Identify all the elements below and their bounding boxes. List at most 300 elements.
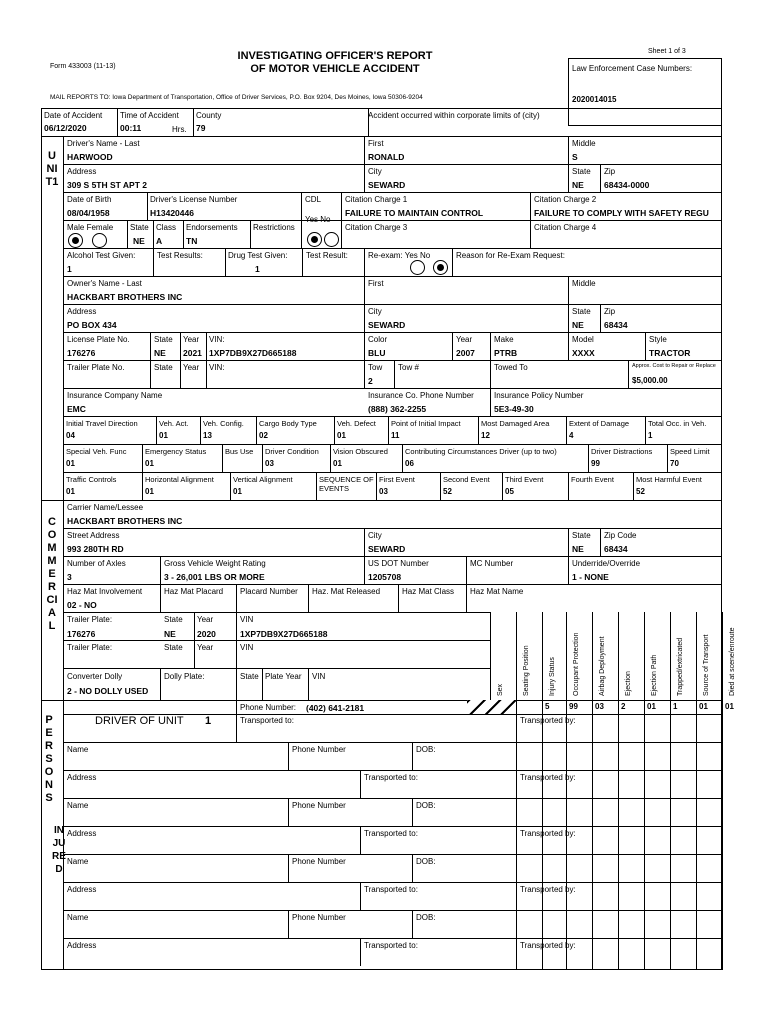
trailer2-vin-label: VIN [240, 643, 254, 652]
code-value-r1-1: 01 [159, 431, 168, 440]
commercial-side-label: COMMERCIAL [46, 516, 58, 632]
code-divider [502, 472, 503, 500]
inj-divider [360, 826, 361, 854]
code-divider [645, 416, 646, 444]
injured-transported-to-label: Transported to: [364, 829, 418, 838]
code-value-r3-6: 05 [505, 487, 514, 496]
cdl-label: CDL [305, 195, 322, 204]
driver-city-label: City [368, 167, 382, 176]
injured-transported-by-label: Transported by: [520, 829, 576, 838]
trailer2-state-label: State [164, 643, 183, 652]
code-divider [230, 472, 231, 500]
report-subtitle: OF MOTOR VEHICLE ACCIDENT [250, 63, 420, 75]
driver-code-5: 01 [647, 702, 656, 711]
trailer2-label: Trailer Plate: [67, 643, 113, 652]
code-label-r2-4: Vision Obscured [333, 447, 388, 456]
code-label-r1-3: Cargo Body Type [259, 419, 317, 428]
insurance-phone: (888) 362-2255 [368, 404, 427, 414]
col-header-3: Occupant Protection [573, 632, 580, 696]
driver-code-7: 01 [699, 702, 708, 711]
case-label: Law Enforcement Case Numbers: [572, 64, 693, 73]
injured-name-label: Name [67, 913, 89, 922]
driver-code-2: 99 [569, 702, 578, 711]
trailer1-state-label: State [164, 615, 183, 624]
driver-address-label: Address [67, 167, 97, 176]
citation2: FAILURE TO COMPLY WITH SAFETY REGU [534, 208, 709, 218]
code-value-r1-6: 12 [481, 431, 490, 440]
driver-code-1: 5 [545, 702, 550, 711]
inj-divider [412, 798, 413, 826]
code-divider [402, 444, 403, 472]
owner-name: HACKBART BROTHERS INC [67, 292, 183, 302]
driver-first: RONALD [368, 152, 405, 162]
vehicle-year-label: Year [456, 335, 473, 344]
class-value: A [156, 236, 163, 246]
driver-first-label: First [368, 139, 384, 148]
trailer1-year-label: Year [197, 615, 214, 624]
test-result-label: Test Result: [306, 251, 348, 260]
inj-divider [412, 742, 413, 770]
test-results-label: Test Results: [157, 251, 203, 260]
code-divider [478, 416, 479, 444]
code-label-r1-7: Extent of Damage [569, 419, 630, 428]
code-label-r3-5: Second Event [443, 475, 490, 484]
reexam-no-radio[interactable] [433, 260, 448, 275]
trailer-plate-label: Trailer Plate No. [67, 363, 125, 372]
plate-state-label: State [154, 335, 173, 344]
col-line [516, 612, 517, 714]
code-label-r3-2: Vertical Alignment [233, 475, 293, 484]
trailer-state-label: State [154, 363, 173, 372]
cdl-no-radio[interactable] [324, 232, 339, 247]
reexam-label: Re-exam: Yes No [368, 251, 431, 260]
col-line [592, 714, 593, 970]
female-radio[interactable] [92, 233, 107, 248]
gvwr-label: Gross Vehicle Weight Rating [164, 559, 266, 568]
dolly-value: 2 - NO DOLLY USED [67, 686, 149, 696]
code-value-r1-0: 04 [66, 431, 75, 440]
cdl-yes-no: Yes No [305, 215, 331, 224]
code-divider [388, 416, 389, 444]
code-divider [440, 472, 441, 500]
case-number: 2020014015 [572, 95, 617, 104]
restrictions-label: Restrictions [253, 223, 295, 232]
code-label-r3-1: Horizontal Alignment [145, 475, 214, 484]
tow-value: 2 [368, 376, 373, 386]
col-header-4: Airbag Deployment [599, 636, 606, 696]
injured-address-label: Address [67, 941, 97, 950]
date-value: 06/12/2020 [44, 123, 87, 133]
plate-label: License Plate No. [67, 335, 130, 344]
code-value-r1-3: 02 [259, 431, 268, 440]
driver-address: 309 S 5TH ST APT 2 [67, 180, 147, 190]
driver-state: NE [572, 180, 584, 190]
reexam-reason-label: Reason for Re-Exam Request: [456, 251, 565, 260]
driver-zip-label: Zip [604, 167, 616, 176]
injured-phone-label: Phone Number [292, 857, 346, 866]
col-header-1: Seating Position [523, 645, 530, 696]
code-label-r1-1: Veh. Act. [159, 419, 189, 428]
owner-city-label: City [368, 307, 382, 316]
plate-value: 176276 [67, 348, 96, 358]
carrier-state-label: State [572, 531, 591, 540]
code-value-r1-5: 11 [391, 431, 400, 440]
underride-value: 1 - NONE [572, 572, 609, 582]
license-value: H13420446 [150, 208, 194, 218]
code-label-r2-7: Speed Limit [670, 447, 710, 456]
owner-name-label: Owner's Name - Last [67, 279, 142, 288]
injured-dob-label: DOB: [416, 745, 436, 754]
code-divider [330, 444, 331, 472]
inj-divider [288, 854, 289, 882]
style-value: TRACTOR [649, 348, 691, 358]
dot-label: US DOT Number [368, 559, 429, 568]
owner-city: SEWARD [368, 320, 406, 330]
driver-city: SEWARD [368, 180, 406, 190]
license-label: Driver's License Number [150, 195, 238, 204]
reexam-yes-radio[interactable] [410, 260, 425, 275]
citation1-label: Citation Charge 1 [345, 195, 408, 204]
code-divider [376, 472, 377, 500]
class-label: Class [156, 223, 177, 232]
drug-test-label: Drug Test Given: [228, 251, 288, 260]
trailer1-label: Trailer Plate: [67, 615, 113, 624]
endorsements: TN [186, 236, 198, 246]
citation1: FAILURE TO MAINTAIN CONTROL [345, 208, 484, 218]
inj-divider [288, 910, 289, 938]
sheet-number: Sheet 1 of 3 [648, 48, 686, 55]
owner-zip-label: Zip [604, 307, 616, 316]
code-label-r1-4: Veh. Defect [337, 419, 376, 428]
driver-transported-by-label: Transported by: [520, 716, 576, 725]
corp-limits-label: Accident occurred within corporate limits of (city) [368, 111, 540, 120]
insurance-name: EMC [67, 404, 86, 414]
dl-state: NE [133, 236, 145, 246]
alcohol-label: Alcohol Test Given: [67, 251, 136, 260]
haz-label: Haz Mat Involvement [67, 587, 143, 596]
code-divider [633, 472, 634, 500]
report-title: INVESTIGATING OFFICER'S REPORT [237, 50, 433, 62]
vin-value: 1XP7DB9X27D665188 [209, 348, 297, 358]
carrier-name: HACKBART BROTHERS INC [67, 516, 183, 526]
injured-dob-label: DOB: [416, 857, 436, 866]
driver-last: HARWOOD [67, 152, 113, 162]
injured-phone-label: Phone Number [292, 745, 346, 754]
col-line [644, 714, 645, 970]
endorsements-label: Endorsements [186, 223, 238, 232]
sex-label: Male Female [67, 223, 114, 232]
code-label-r2-5: Contributing Circumstances Driver (up to two) [405, 447, 557, 456]
col-header-2: Injury Status [549, 657, 556, 696]
alcohol-value: 1 [67, 264, 72, 274]
dolly-plate-label: Dolly Plate: [164, 672, 205, 681]
col-header-7: Trapped/extricated [677, 637, 684, 696]
persons-side-label: PERSONS [44, 714, 54, 804]
code-divider [334, 416, 335, 444]
carrier-city-label: City [368, 531, 382, 540]
vehicle-year: 2007 [456, 348, 475, 358]
owner-address: PO BOX 434 [67, 320, 117, 330]
code-label-r3-6: Third Event [505, 475, 544, 484]
insurance-label: Insurance Company Name [67, 391, 163, 400]
driver-code-4: 2 [621, 702, 626, 711]
dolly-label: Converter Dolly [67, 672, 123, 681]
code-label-r2-2: Bus Use [225, 447, 254, 456]
carrier-street: 993 280TH RD [67, 544, 124, 554]
make-label: Make [494, 335, 514, 344]
time-value: 00:11 [120, 123, 142, 133]
inj-divider [360, 882, 361, 910]
repair-cost: $5,000.00 [632, 376, 668, 385]
injured-address-label: Address [67, 829, 97, 838]
code-divider [256, 416, 257, 444]
hrs-label: Hrs. [172, 125, 187, 134]
axles-label: Number of Axles [67, 559, 126, 568]
trailer-vin-label: VIN: [209, 363, 225, 372]
form-number: Form 433003 (11-13) [50, 63, 116, 70]
trailer1-plate: 176276 [67, 629, 96, 639]
code-value-r2-7: 70 [670, 459, 679, 468]
col-line [722, 612, 723, 970]
injured-phone-label: Phone Number [292, 801, 346, 810]
code-value-r3-8: 52 [636, 487, 645, 496]
driver-of-unit-label: DRIVER OF UNIT [95, 715, 184, 727]
gvwr-value: 3 - 26,001 LBS OR MORE [164, 572, 265, 582]
driver-unit-number: 1 [205, 715, 212, 727]
time-label: Time of Accident [120, 111, 179, 120]
inj-divider [412, 910, 413, 938]
driver-state-label: State [572, 167, 591, 176]
citation4-label: Citation Charge 4 [534, 223, 597, 232]
carrier-city: SEWARD [368, 544, 406, 554]
drug-test-value: 1 [255, 264, 260, 274]
driver-transported-to-label: Transported to: [240, 716, 294, 725]
col-header-6: Ejection Path [651, 654, 658, 696]
code-divider [156, 416, 157, 444]
driver-zip: 68434-0000 [604, 180, 650, 190]
tow-label: Tow [368, 363, 383, 372]
col-header-8: Source of Transport [703, 634, 710, 696]
haz-class-label: Haz Mat Class [402, 587, 455, 596]
code-label-r1-6: Most Damaged Area [481, 419, 550, 428]
injured-transported-by-label: Transported by: [520, 885, 576, 894]
code-divider [142, 472, 143, 500]
underride-label: Underride/Override [572, 559, 641, 568]
trailer1-vin-label: VIN [240, 615, 254, 624]
county-value: 79 [196, 123, 206, 133]
county-label: County [196, 111, 222, 120]
carrier-label: Carrier Name/Lessee [67, 503, 144, 512]
code-divider [588, 444, 589, 472]
injured-name-label: Name [67, 745, 89, 754]
vin-label: VIN: [209, 335, 225, 344]
placard-number-label: Placard Number [240, 587, 298, 596]
owner-address-label: Address [67, 307, 97, 316]
plate-state: NE [154, 348, 166, 358]
code-label-r3-4: First Event [379, 475, 415, 484]
inj-divider [288, 742, 289, 770]
code-divider [566, 416, 567, 444]
plate-year: 2021 [183, 348, 202, 358]
injured-address-label: Address [67, 773, 97, 782]
col-header-0: Sex [497, 683, 504, 696]
code-value-r2-0: 01 [66, 459, 75, 468]
injured-transported-to-label: Transported to: [364, 941, 418, 950]
style-label: Style [649, 335, 667, 344]
code-label-r2-0: Special Veh. Func [66, 447, 127, 456]
inj-divider [360, 938, 361, 966]
col-line [696, 714, 697, 970]
injured-address-label: Address [67, 885, 97, 894]
col-line [670, 714, 671, 970]
owner-first-label: First [368, 279, 384, 288]
mail-address: MAIL REPORTS TO: Iowa Department of Transportation, Office of Driver Services, P.O. Box 9204, Des Moines, Iowa 50306-9204 [50, 94, 423, 101]
color-value: BLU [368, 348, 386, 358]
code-value-r1-8: 1 [648, 431, 653, 440]
code-label-r2-6: Driver Distractions [591, 447, 653, 456]
haz-name-label: Haz Mat Name [470, 587, 524, 596]
driver-last-label: Driver's Name - Last [67, 139, 140, 148]
repair-cost-label: Approx. Cost to Repair or Replace [632, 363, 716, 369]
code-label-r2-3: Driver Condition [265, 447, 319, 456]
citation3-label: Citation Charge 3 [345, 223, 408, 232]
driver-code-8: 01 [725, 702, 734, 711]
dot-number: 1205708 [368, 572, 402, 582]
unit-side-label: UNIT1 [45, 150, 59, 188]
code-label-r3-7: Fourth Event [571, 475, 614, 484]
code-label-r3-8: Most Harmful Event [636, 475, 702, 484]
injured-dob-label: DOB: [416, 801, 436, 810]
cdl-yes-radio[interactable] [307, 232, 322, 247]
trailer2-year-label: Year [197, 643, 214, 652]
citation2-label: Citation Charge 2 [534, 195, 597, 204]
driver-middle: S [572, 152, 578, 162]
col-line [490, 612, 491, 714]
street-label: Street Address [67, 531, 120, 540]
owner-state-label: State [572, 307, 591, 316]
col-line [566, 714, 567, 970]
released-label: Haz. Mat Released [312, 587, 381, 596]
code-label-r3-0: Traffic Controls [66, 475, 117, 484]
code-divider [200, 416, 201, 444]
code-divider [316, 472, 317, 500]
col-header-9: Died at scene/enroute [729, 627, 736, 696]
code-value-r2-5: 06 [405, 459, 414, 468]
col-line [542, 714, 543, 970]
mc-label: MC Number [470, 559, 514, 568]
injured-phone-label: Phone Number [292, 913, 346, 922]
code-label-r3-3: SEQUENCE OF EVENTS [319, 475, 374, 493]
dolly-vin-label: VIN [312, 672, 326, 681]
male-radio[interactable] [68, 233, 83, 248]
col-header-5: Ejection [625, 671, 632, 696]
carrier-zip: 68434 [604, 544, 628, 554]
owner-state: NE [572, 320, 584, 330]
injured-dob-label: DOB: [416, 913, 436, 922]
driver-phone: (402) 641-2181 [306, 703, 365, 713]
driver-phone-label: Phone Number: [240, 703, 297, 712]
date-label: Date of Accident [44, 111, 103, 120]
owner-zip: 68434 [604, 320, 628, 330]
injured-transported-to-label: Transported to: [364, 773, 418, 782]
injured-transported-to-label: Transported to: [364, 885, 418, 894]
code-divider [222, 444, 223, 472]
axles-value: 3 [67, 572, 72, 582]
plate-year-label: Year [183, 335, 200, 344]
trailer1-vin: 1XP7DB9X27D665188 [240, 629, 328, 639]
dolly-state-label: State [240, 672, 259, 681]
injured-name-label: Name [67, 857, 89, 866]
placard-label: Haz Mat Placard [164, 587, 224, 596]
dl-state-label: State [130, 223, 149, 232]
code-label-r1-0: Initial Travel Direction [66, 419, 138, 428]
carrier-zip-label: Zip Code [604, 531, 637, 540]
code-value-r1-7: 4 [569, 431, 574, 440]
code-label-r1-8: Total Occ. in Veh. [648, 419, 707, 428]
code-value-r2-3: 03 [265, 459, 274, 468]
inj-divider [412, 854, 413, 882]
code-value-r3-1: 01 [145, 487, 154, 496]
inj-divider [360, 770, 361, 798]
carrier-state: NE [572, 544, 584, 554]
trailer1-state: NE [164, 629, 176, 639]
injured-transported-by-label: Transported by: [520, 941, 576, 950]
code-divider [568, 472, 569, 500]
code-divider [262, 444, 263, 472]
trailer1-year: 2020 [197, 629, 216, 639]
driver-code-6: 1 [673, 702, 678, 711]
code-divider [142, 444, 143, 472]
code-value-r1-4: 01 [337, 431, 346, 440]
towed-to-label: Towed To [494, 363, 528, 372]
policy-number: 5E3-49-30 [494, 404, 534, 414]
owner-middle-label: Middle [572, 279, 596, 288]
code-value-r3-5: 52 [443, 487, 452, 496]
haz-value: 02 - NO [67, 600, 97, 610]
code-value-r2-4: 01 [333, 459, 342, 468]
code-value-r3-0: 01 [66, 487, 75, 496]
injured-side-label: INJURED [52, 825, 66, 875]
driver-code-3: 03 [595, 702, 604, 711]
code-label-r1-5: Point of Initial Impact [391, 419, 461, 428]
dolly-plate-year-label: Plate Year [265, 672, 302, 681]
model-label: Model [572, 335, 594, 344]
code-value-r2-1: 01 [145, 459, 154, 468]
dob-label: Date of Birth [67, 195, 112, 204]
policy-label: Insurance Policy Number [494, 391, 584, 400]
dob-value: 08/04/1958 [67, 208, 110, 218]
inj-divider [288, 798, 289, 826]
injured-transported-by-label: Transported by: [520, 773, 576, 782]
code-label-r1-2: Veh. Config. [203, 419, 244, 428]
color-label: Color [368, 335, 388, 344]
code-value-r1-2: 13 [203, 431, 212, 440]
code-value-r2-6: 99 [591, 459, 600, 468]
trailer-year-label: Year [183, 363, 200, 372]
code-label-r2-1: Emergency Status [145, 447, 207, 456]
driver-middle-label: Middle [572, 139, 596, 148]
hatch-fill [467, 700, 516, 714]
injured-name-label: Name [67, 801, 89, 810]
insurance-phone-label: Insurance Co. Phone Number [368, 391, 474, 400]
tow-number-label: Tow # [398, 363, 419, 372]
code-value-r3-2: 01 [233, 487, 242, 496]
code-value-r3-4: 03 [379, 487, 388, 496]
col-line [618, 714, 619, 970]
model-value: XXXX [572, 348, 595, 358]
code-divider [667, 444, 668, 472]
make-value: PTRB [494, 348, 518, 358]
